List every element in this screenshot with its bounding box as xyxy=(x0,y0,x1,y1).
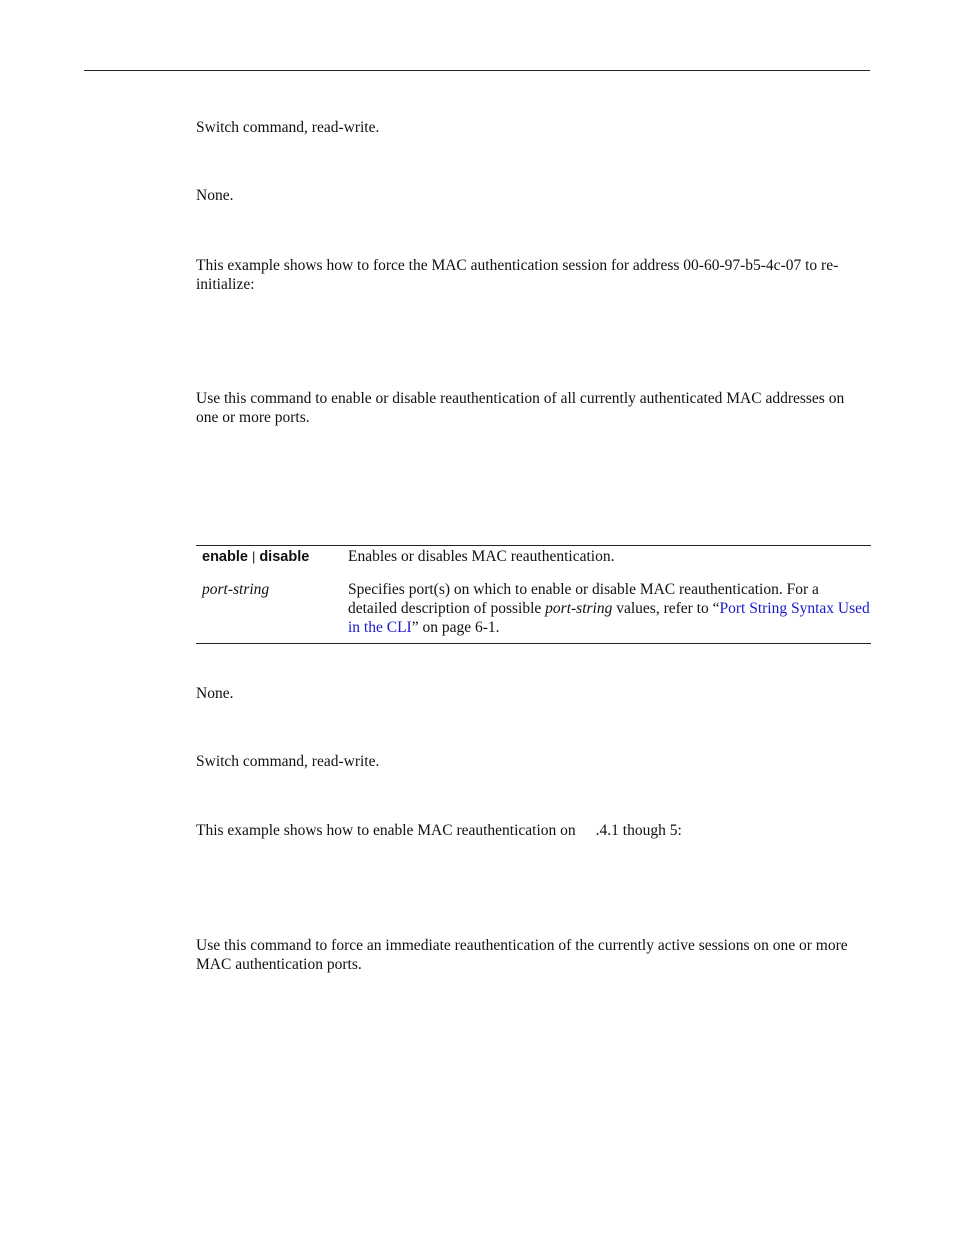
param-keyword-enable: enable xyxy=(202,549,248,565)
purpose-text: Use this command to force an immediate reauthentication of the currently active sessions on one or more MAC authentication ports. xyxy=(196,937,848,973)
param-desc-text: ” on page 6-1. xyxy=(411,619,500,636)
param-name-cell xyxy=(196,546,348,575)
table-row xyxy=(196,546,871,575)
parameters-table xyxy=(196,545,871,644)
param-description: Enables or disables MAC reauthentication. xyxy=(348,546,871,575)
example-text-start: This example shows how to enable MAC reauthentication on xyxy=(196,822,576,839)
param-keyword-disable: disable xyxy=(259,549,310,565)
defaults-text: None. xyxy=(196,187,234,204)
table-row xyxy=(196,574,871,644)
param-name-port-string: port-string xyxy=(202,581,270,598)
port-string-syntax-link[interactable]: Port String Syntax Used in the CLI xyxy=(348,600,870,636)
mode-text: Switch command, read-write. xyxy=(196,119,380,136)
param-name-cell xyxy=(196,574,348,644)
example-text xyxy=(196,821,870,840)
param-separator: | xyxy=(251,549,256,564)
param-desc-arg: port-string xyxy=(545,600,613,617)
mode-text: Switch command, read-write. xyxy=(196,753,380,770)
example-text: This example shows how to force the MAC authentication session for address 00-60-97-b5-4c-07 to re-initialize: xyxy=(196,257,839,293)
param-desc-text: values, refer to “ xyxy=(612,600,720,617)
header-rule xyxy=(84,70,870,71)
param-description xyxy=(348,574,871,644)
param-desc-text: Specifies port(s) on which to enable or disable MAC reauthentication. For a detailed description of possible xyxy=(348,581,819,617)
defaults-text: None. xyxy=(196,685,234,702)
example-text-end: .4.1 though 5: xyxy=(595,822,682,839)
purpose-text: Use this command to enable or disable reauthentication of all currently authenticated MAC addresses on one or more ports. xyxy=(196,390,845,426)
